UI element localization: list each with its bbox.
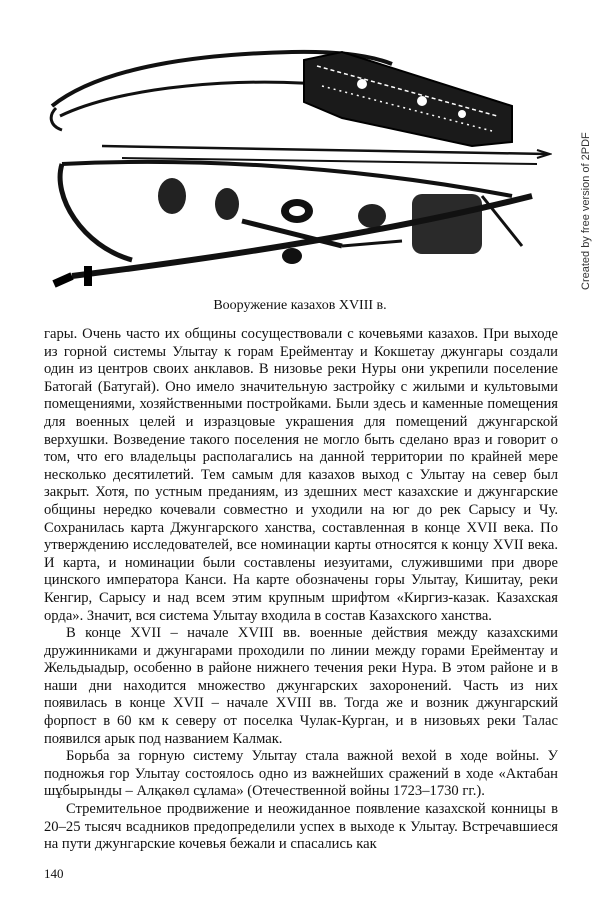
paragraph: Борьба за горную систему Улытау стала важной вехой в ходе войны. У подножья гор Улытау состоялось одно из важнейших сражений в ходе «Актабан шұбырынды – Алқакөл сұлама» (Отечественной войны 1723–1730 гг.). (44, 748, 558, 800)
paragraph: гары. Очень часто их общины сосуществовали с кочевьями казахов. При выходе из горной системы Улытау к горам Ерейментау и Кокшетау джунгары создали один из центров своих анклавов. В низовье реки Нуры они укрепили поселение Батогай (Батугай). Оно имело значительную застройку с жилыми и культовыми помещениями, хозяйственными постройками. Были здесь и каменные помещения для военных целей и изразцовые украшения для помещений джунгарской верхушки. Возведение такого поселения не могло быть сделано враз и говорит о том, что его владельцы располагались на данной территории по крайней мере несколько десятилетий. Тем самым для казахов выход с Улытау на север был закрыт. Хотя, по устным преданиям, из здешних мест казахские и джунгарские общины нередко кочевали совместно и уходили на юг до рек Сарысу и Чу. Сохранилась карта Джунгарского ханства, составленная в конце XVII века. По утверждению исследователей, все номинации карты относятся к концу XVII века. И карта, и номинации были составлены иезуитами, служившими при дворе цинского императора Канси. На карте обозначены горы Улытау, Кишитау, реки Кенгир, Сарысу и над всем этим крупным шрифтом «Киргиз-казак. Казахская орда». Значит, вся система Улытау входила в состав Казахского ханства. (44, 326, 558, 624)
weapons-illustration (42, 46, 552, 291)
paragraph: Стремительное продвижение и неожиданное появление казахской конницы в 20–25 тысяч всадников предопределили успех в выходе к Улытау. Встречавшиеся на пути джунгарские кочевья бежали и спасались как (44, 801, 558, 853)
paragraph: В конце XVII – начале XVIII вв. военные действия между казахскими дружинниками и джунгарами проходили по линии между горами Ерейментау и Жельдыадыр, особенно в районе нижнего течения реки Нура. В этом районе и в наши дни находится множество джунгарских захоронений. Часть из них появилась в конце XVII – начале XVIII вв. Тогда же и возник джунгарский форпост в 60 км к северу от поселка Чулак-Курган, и в низовьях реки Талас появился арык под названием Калмак. (44, 625, 558, 747)
watermark-text: Created by free version of 2PDF (580, 132, 592, 290)
figure-caption: Вооружение казахов XVIII в. (213, 298, 387, 313)
quiver-figure (304, 52, 512, 146)
body-text (44, 326, 558, 854)
page-number: 140 (44, 866, 64, 881)
